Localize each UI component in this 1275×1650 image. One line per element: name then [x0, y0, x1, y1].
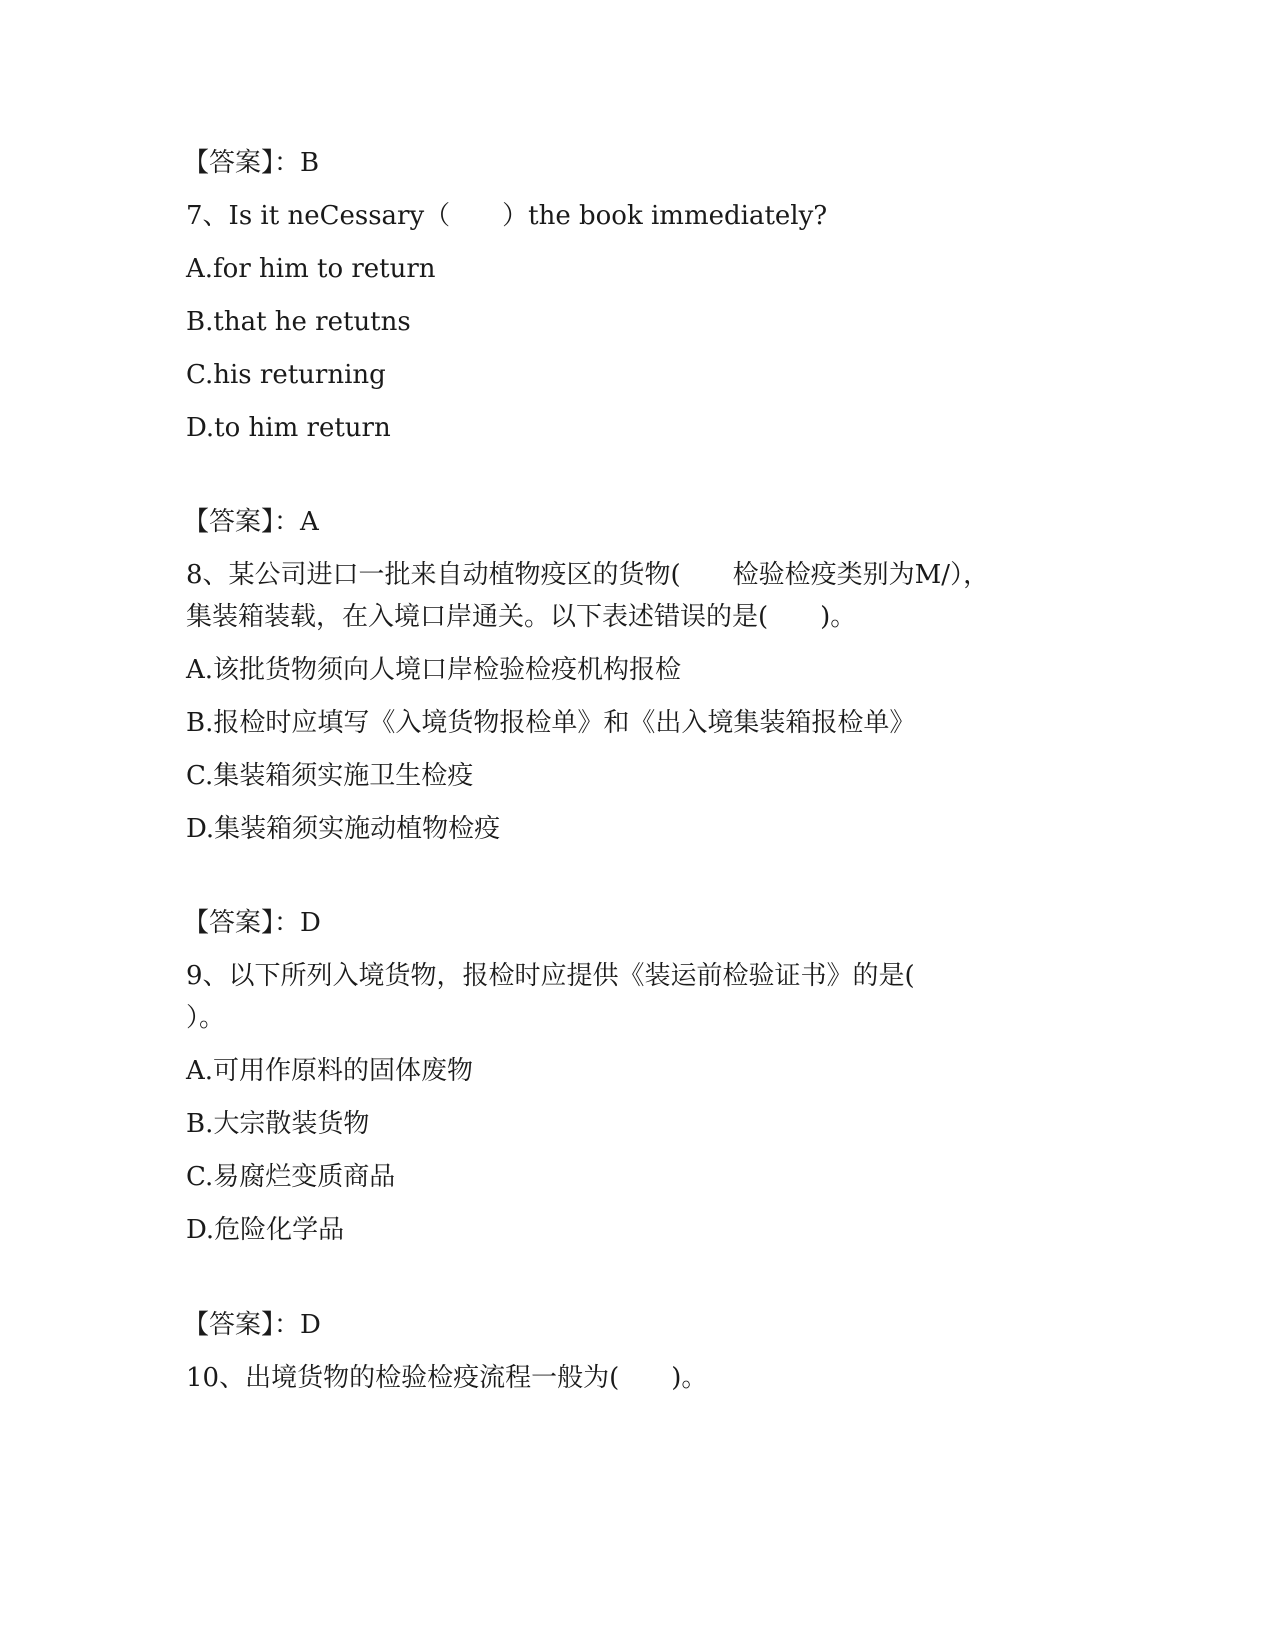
- question-7-option-d: D.to him return: [186, 413, 391, 443]
- question-8-option-d: D.集装箱须实施动植物检疫: [186, 814, 501, 844]
- question-7-option-b: B.that he retutns: [186, 307, 411, 337]
- question-9-stem-line1: 9、以下所列入境货物，报检时应提供《装运前检验证书》的是(: [186, 961, 915, 991]
- question-9-option-d: D.危险化学品: [186, 1215, 345, 1245]
- question-8-option-b: B.报检时应填写《入境货物报检单》和《出入境集装箱报检单》: [186, 708, 916, 738]
- question-7-stem: 7、Is it neCessary（ ）the book immediately?: [186, 201, 828, 231]
- question-9-option-c: C.易腐烂变质商品: [186, 1162, 396, 1192]
- question-8-stem-line2: 集装箱装载，在入境口岸通关。以下表述错误的是( )。: [186, 602, 857, 632]
- question-9-option-b: B.大宗散装货物: [186, 1109, 370, 1139]
- question-10-stem: 10、出境货物的检验检疫流程一般为( )。: [186, 1363, 708, 1393]
- question-8-option-a: A.该批货物须向人境口岸检验检疫机构报检: [186, 655, 682, 685]
- question-8-stem-line1: 8、某公司进口一批来自动植物疫区的货物( 检验检疫类别为M/），: [186, 560, 990, 590]
- answer-q8: 【答案】：D: [183, 908, 321, 938]
- question-8-option-c: C.集装箱须实施卫生检疫: [186, 761, 474, 791]
- answer-q9: 【答案】：D: [183, 1310, 321, 1340]
- question-7-option-a: A.for him to return: [186, 254, 436, 284]
- question-9-stem-line2: ）。: [186, 1003, 226, 1033]
- question-7-option-c: C.his returning: [186, 360, 386, 390]
- question-9-option-a: A.可用作原料的固体废物: [186, 1056, 474, 1086]
- answer-q7: 【答案】：A: [183, 507, 319, 537]
- answer-q6: 【答案】：B: [183, 148, 320, 178]
